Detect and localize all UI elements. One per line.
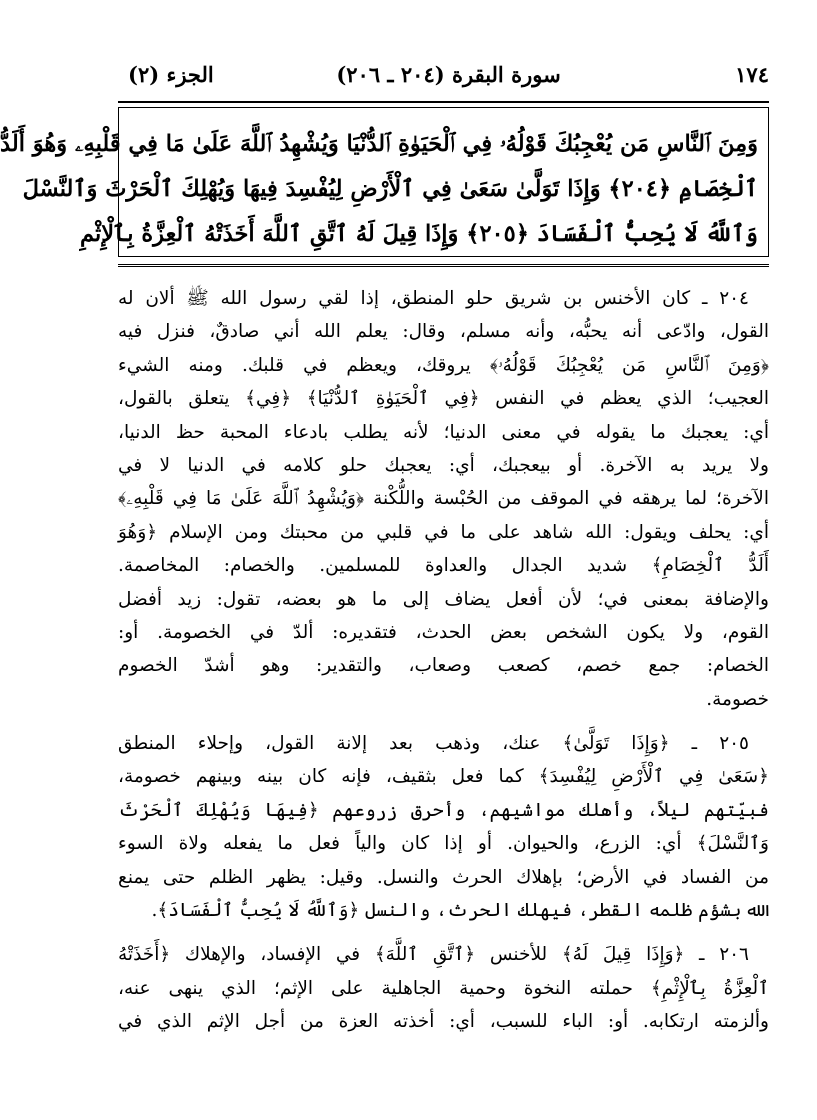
paragraph-206 bbox=[118, 938, 769, 1038]
text-line: الله بشؤم ظلمه القطر، فيهلك الحرث، والنسل ﴿وَٱللَّهُ لَا يُحِبُّ ٱلْفَسَادَ﴾. bbox=[151, 900, 769, 922]
text-line: القول، وادّعى أنه يحبُّه، وأنه مسلم، وقال: يعلم الله أني صادقٌ، فنزل فيه bbox=[118, 321, 769, 343]
text-line: ٢٠٦ ـ ﴿وَإِذَا قِيلَ لَهُ﴾ للأخنس ﴿ٱتَّقِ ٱللَّهَ﴾ في الإفساد، والإهلاك ﴿أَخَذَتْهُ bbox=[118, 944, 749, 966]
text-line: الآخرة؛ لما يرهقه في الموقف من الحُبْسة واللُّكْنة ﴿وَيُشْهِدُ ٱللَّهَ عَلَىٰ مَا فِي قَلْبِهِۦ﴾ bbox=[118, 488, 769, 510]
text-line: ٱلْعِزَّةُ بِٱلْإِثْمِ﴾ حملته النخوة وحمية الجاهلية على الإثم؛ الذي ينهى عنه، bbox=[118, 977, 769, 999]
text-line: والإضافة بمعنى في؛ لأن أفعل يضاف إلى ما هو بعضه، تقول: زيد أفضل bbox=[118, 588, 769, 610]
text-line: القوم، ولا يكون الشخص بعض الحدث، فتقديره: ألدّ في الخصومة. أو: bbox=[118, 621, 769, 643]
text-line: الخصام: جمع خصم، كصعب وصعاب، والتقدير: وهو أشدّ الخصوم bbox=[118, 655, 769, 677]
text-line: خصومة. bbox=[706, 688, 769, 710]
paragraph-205 bbox=[118, 727, 769, 927]
text-line: العجيب؛ الذي يعظم في النفس ﴿فِي ٱلْحَيَوٰةِ ٱلدُّنْيَا﴾ ﴿فِي﴾ يتعلق بالقول، bbox=[118, 388, 769, 410]
header-rule bbox=[118, 101, 769, 103]
quran-line: ٱلْخِصَامِ ﴿٢٠٤﴾ وَإِذَا تَوَلَّىٰ سَعَىٰ فِي ٱلْأَرْضِ لِيُفْسِدَ فِيهَا وَيُهْلِكَ ٱلْحَرْثَ وَٱلنَّسْلَ bbox=[22, 176, 758, 202]
quran-line: وَٱللَّهُ لَا يُحِبُّ ٱلْفَسَادَ ﴿٢٠٥﴾ وَإِذَا قِيلَ لَهُ ٱتَّقِ ٱللَّهَ أَخَذَتْهُ ٱلْعِزَّةُ بِٱلْإِثْمِ bbox=[80, 221, 758, 247]
paragraph-204 bbox=[118, 282, 769, 716]
text-line: أي: يعجبك ما يقوله في معنى الدنيا؛ لأنه يطلب بادعاء المحبة حظ الدنيا، bbox=[118, 421, 769, 443]
text-line: وَٱلنَّسْلَ﴾ أي: الزرع، والحيوان. أو إذا كان والياً فعل ما يفعله ولاة السوء bbox=[118, 833, 769, 855]
verses-divider bbox=[118, 264, 769, 267]
juz-label: الجزء (٢) bbox=[128, 62, 214, 87]
page-number: ١٧٤ bbox=[735, 62, 769, 87]
text-line: ﴿وَمِنَ ٱلنَّاسِ مَن يُعْجِبُكَ قَوْلُهُۥ﴾ يروقك، ويعظم في قلبك. ومنه الشيء bbox=[118, 354, 769, 376]
commentary bbox=[118, 282, 769, 1039]
text-line: ٢٠٥ ـ ﴿وَإِذَا تَوَلَّىٰ﴾ عنك، وذهب بعد إلانة القول، وإحلاء المنطق bbox=[118, 733, 749, 755]
text-line: أي: يحلف ويقول: الله شاهد على ما في قلبي من محبتك ومن الإسلام ﴿وَهُوَ bbox=[118, 521, 769, 543]
quran-line: وَمِنَ ٱلنَّاسِ مَن يُعْجِبُكَ قَوْلُهُۥ فِي ٱلْحَيَوٰةِ ٱلدُّنْيَا وَيُشْهِدُ ٱللَّهَ عَلَىٰ مَا فِي قَلْبِهِۦ وَهُوَ أَلَدُّ bbox=[0, 131, 758, 157]
surah-title: سورة البقرة (٢٠٤ ـ ٢٠٦) bbox=[336, 62, 561, 87]
quran-verses-box bbox=[0, 107, 769, 257]
text-line: أَلَدُّ ٱلْخِصَامِ﴾ شديد الجدال والعداوة للمسلمين. والخصام: المخاصمة. bbox=[118, 555, 769, 577]
page-header bbox=[128, 62, 769, 96]
text-line: ﴿سَعَىٰ فِي ٱلْأَرْضِ لِيُفْسِدَ﴾ كما فعل بثقيف، فإنه كان بينه وبينهم خصومة، bbox=[118, 766, 769, 788]
text-line: فبيّتهم ليلاً، وأهلك مواشيهم، وأحرق زروعهم ﴿فِيهَا وَيُهْلِكَ ٱلْحَرْثَ bbox=[118, 799, 769, 821]
text-line: من الفساد في الأرض؛ بإهلاك الحرث والنسل. وقيل: يظهر الظلم حتى يمنع bbox=[118, 866, 769, 888]
text-line: وألزمته ارتكابه. أو: الباء للسبب، أي: أخذته العزة من أجل الإثم الذي في bbox=[118, 1011, 769, 1033]
text-line: ولا يريد به الآخرة. أو بيعجبك، أي: يعجبك حلو كلامه في الدنيا لا في bbox=[118, 454, 769, 476]
text-line: ٢٠٤ ـ كان الأخنس بن شريق حلو المنطق، إذا لقي رسول الله ﷺ ألان له bbox=[118, 288, 749, 309]
